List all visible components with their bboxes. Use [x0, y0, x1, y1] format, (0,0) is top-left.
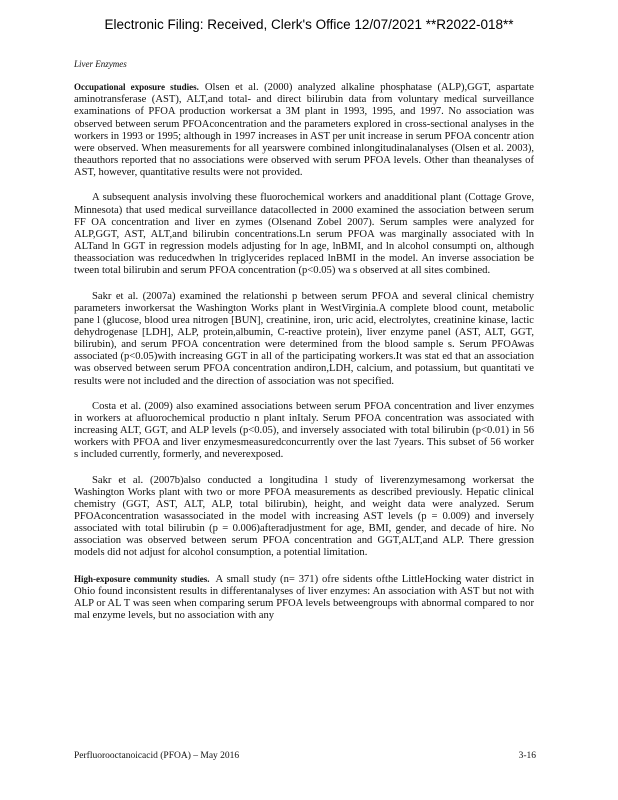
paragraph-olsen-zobel — [74, 192, 534, 277]
paragraph-text: A small study (n= 371) ofre sidents ofthe LittleHocking water district in Ohio found inconsistent results in differentanalyses of liver enzymes: An association with AST but not with ALP or AL T was seen when comparing serum PFOA levels betweengroups with abnormal compared to nor mal enzyme levels, but no association with any — [74, 573, 534, 622]
runin-heading-community: High-exposure community studies. — [74, 573, 210, 584]
paragraph-text: Sakr et al. (2007a) examined the relationshi p between serum PFOA and several clinical chemistry parameters inworkersat the Washington Works plant in WestVirginia.A complete blood count, metabolic pane l (glucose, blood urea nitrogen [BUN], creatinine, iron, uric acid, electrolytes, creatinine kinase, lactic dehydrogenase [LDH], ALP, protein,albumin, C-reactive protein), liver enzyme panel (AST, ALT, GGT, bilirubin), and serum PFOA concentration were determined from the blood sample s. Serum PFOAwas associated (p<0.05)with increasing GGT in all of the participating workers.It was stat ed that an association was observed between serum PFOA concentration andiron,LDH, calcium, and potassium, but quantitati ve results were not included and the direction of association was not specified. — [74, 290, 534, 387]
filing-stamp: Electronic Filing: Received, Clerk's Office 12/07/2021 **R2022-018** — [104, 17, 514, 32]
document-body — [74, 58, 534, 635]
paragraph-text: Costa et al. (2009) also examined associations between serum PFOA concentration and liver enzymes in workers at afluorochemical productio n plant inItaly. Serum PFOA concentration was associated with increasing ALT, GGT, and ALP levels (p<0.05), and inversely associated with total bilirubin (p<0.01) in 56 workers with PFOA and liver enzymesmeasuredconcurrently over the last 7years. This subset of 56 worker s included currently, formerly, and neverexposed. — [74, 400, 534, 461]
paragraph-high-exposure-community — [74, 573, 534, 623]
paragraph-sakr-2007a — [74, 291, 534, 388]
paragraph-text: A subsequent analysis involving these fluorochemical workers and anadditional plant (Cottage Grove, Minnesota) that used medical surveillance datacollected in 2000 examined the association between serum FF OA concentration and liver en zymes (Olsenand Zobel 2007). Serum samples were analyzed for ALP,GGT, AST, ALT,and bilirubin concentrations.Ln serum PFOA was marginally associated with ln ALTand ln GGT in regression models adjusting for ln age, lnBMI, and ln alcohol consumpti on, although theassociation was reducedwhen ln triglycerides replaced lnBMI in the model. An inverse association be tween total bilirubin and serum PFOA concentration (p<0.05) wa s observed at all sites combined. — [74, 192, 534, 277]
paragraph-costa-2009 — [74, 401, 534, 462]
paragraph-sakr-2007b — [74, 475, 534, 560]
paragraph-text: Olsen et al. (2000) analyzed alkaline phosphatase (ALP),GGT, aspartate aminotransferase (AST), ALT,and total- and direct bilirubin data from voluntary medical surveillance examinations of PFOA production workersat a 3M plant in 1993, 1995, and 1997. No association was observed between serum PFOAconcentration and the parameters explored in cross-sectional analyses in the workers in 1993 or 1995; although in 1997 increases in AST per unit increase in serum PFOA concentr ation were observed. When measurements for all yearswere combined inlongitudinalanalyses (Olsen et al. 2003), theauthors reported that no associations were observed with serum PFOA levels. Other than theanalyses of AST, however, quantitative results were not provided. — [74, 82, 534, 179]
paragraph-occupational-exposure — [74, 81, 534, 179]
section-heading: Liver Enzymes — [74, 59, 127, 69]
page-number: 3-16 — [518, 751, 536, 761]
runin-heading-occupational: Occupational exposure studies. — [74, 82, 199, 93]
paragraph-text: Sakr et al. (2007b)also conducted a longitudina l study of liverenzymesamong workersat the Washington Works plant with two or more PFOA measurements as described previously. Hepatic clinical chemistry (GGT, AST, ALT, ALP, total bilirubin), height, and weight data were analyzed. Serum PFOAconcentration wasassociated in the model with increasing AST levels (p = 0.009) and inversely associated with total bilirubin (p = 0.006)afteradjustment for age, BMI, gender, and decade of hire. No association was observed between serum PFOA concentration and GGT,ALT,and ALP. There gression models did not adjust for alcohol consumption, a potential limitation. — [74, 474, 534, 559]
footer-document-title: Perfluorooctanoicacid (PFOA) – May 2016 — [74, 751, 240, 761]
